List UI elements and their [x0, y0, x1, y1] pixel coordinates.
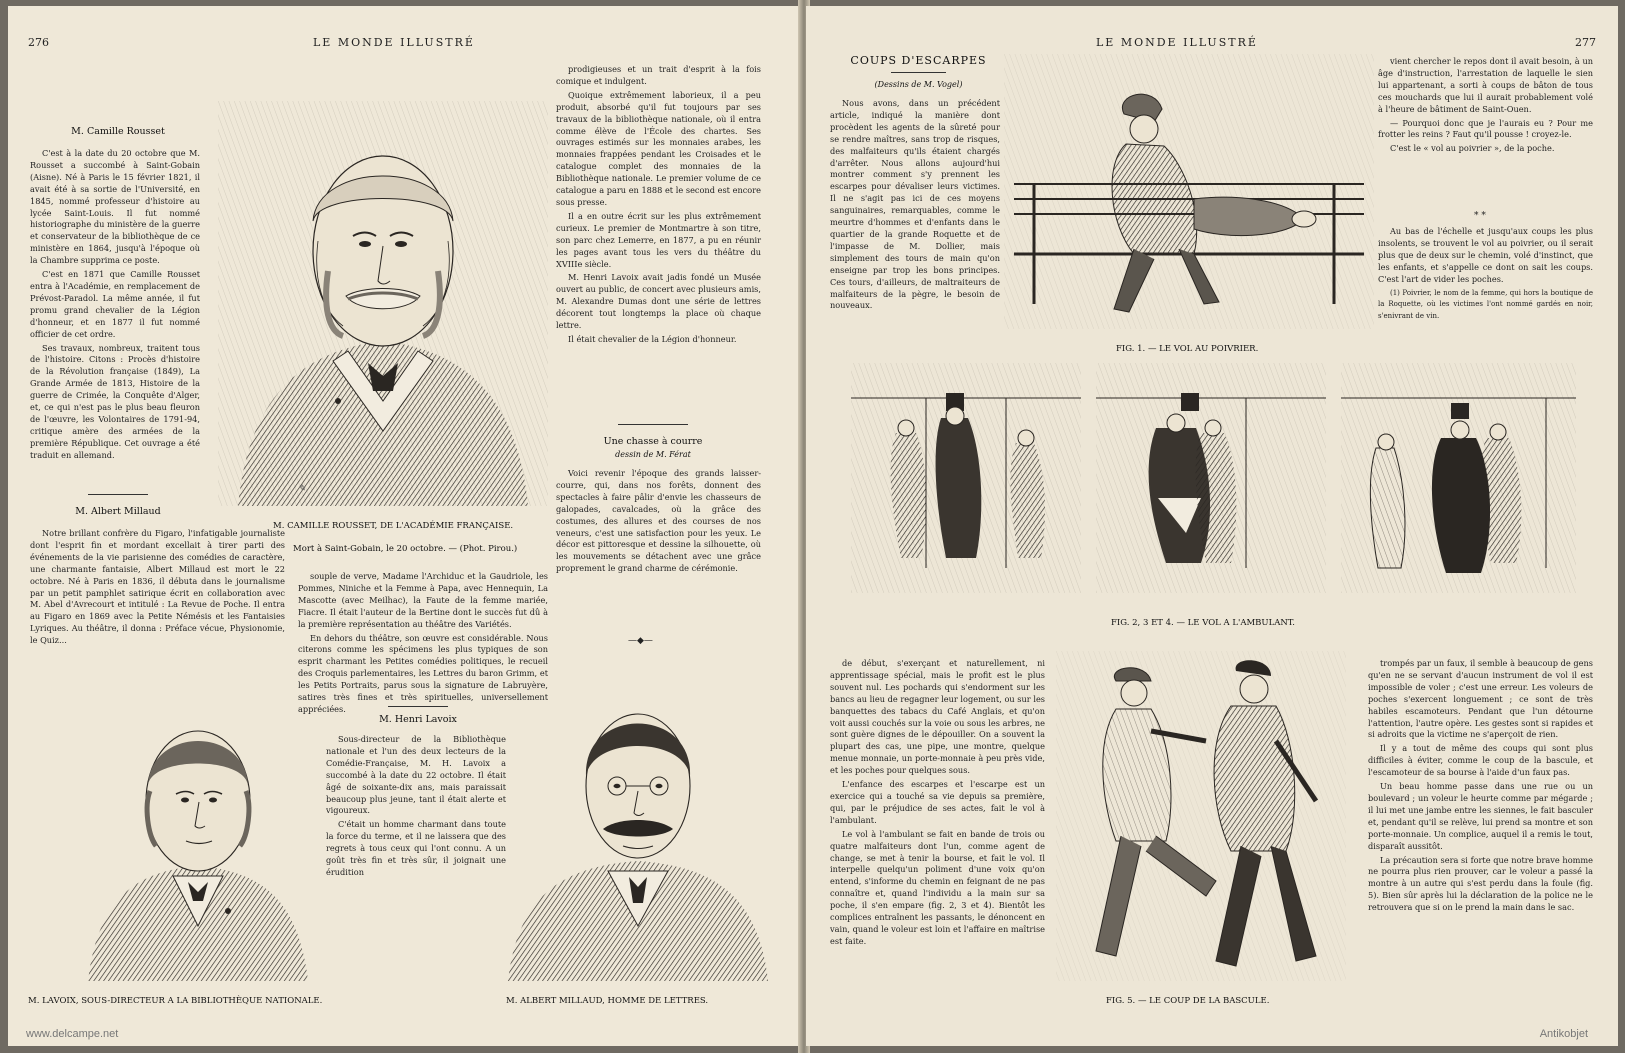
paragraph: Au bas de l'échelle et jusqu'aux coups les plus insolents, se trouvent le vol au poivrier, ou il serait plus que de deux sur le chemin, volé d'instinct, que les enfants, et s'appelle ce dont on sait les coups. C'est l'art de vider les poches. [1378, 226, 1593, 284]
paragraph: L'enfance des escarpes et l'escarpe est un exercice qui a touché sa vie depuis sa première, qui, par le préjudice de ses actes, fait le vol à l'ambulant. [830, 779, 1045, 825]
paragraph: Ses travaux, nombreux, traitent tous de l'histoire. Citons : Procès d'histoire de la Révolution française (1849), La Grande Armée de 1813, Histoire de la guerre de Crimée, la Conquête d'Alger, et, ce qui n'est pas le plus beau fleuron de l'œuvre, les Volontaires de 1791-94, critique amère des armées de la première République. Cet ouvrage a été traduit en allemand. [30, 342, 200, 460]
paragraph: Sous-directeur de la Bibliothèque nationale et l'un des deux lecteurs de la Comédie-Française, M. H. Lavoix a succombé à la date du 22 octobre. Il était âgé de soixante-dix ans, mais paraissait beaucoup plus jeune, tant il était alerte et vigoureux. [326, 734, 506, 816]
text-column-right-mid [1378, 226, 1593, 356]
text-column-intro [830, 98, 1000, 398]
running-head-right: LE MONDE ILLUSTRÉ [1096, 36, 1258, 49]
text-column-middle [556, 64, 761, 419]
ornament: —◆— [628, 636, 653, 646]
stars-ornament: * * [1474, 211, 1486, 221]
caption-rousset: M. CAMILLE ROUSSET, DE L'ACADÉMIE FRANÇAISE. [273, 521, 514, 531]
article-title: COUPS D'ESCARPES [850, 54, 987, 67]
watermark-right: Antikobjet [1539, 1028, 1588, 1040]
paragraph: trompés par un faux, il semble à beaucoup de gens qu'en ne se servant d'aucun instrument de vol il est impossible de voler ; c'est une erreur. Les voleurs de poches s'exercent longuement ; ce sont de très habiles escamoteurs. Pendant que l'un détourne l'attention, l'autre opère. Les gestes sont si rapides et si adroits que la victime ne s'aperçoit de rien. [1368, 658, 1593, 740]
section-rule [388, 706, 448, 707]
illustration-fig1 [1004, 54, 1374, 329]
running-head-left: LE MONDE ILLUSTRÉ [313, 36, 475, 49]
paragraph: La précaution sera si forte que notre brave homme ne pourra plus rien prouver, car le voleur a passé la montre à un autre qui s'est perdu dans la foule (fig. 5). Bien sûr après lui la déclaration de la police ne le retrouvera que si on le prend la main dans le sac. [1368, 854, 1593, 913]
left-page [8, 6, 803, 1046]
paragraph: vient chercher le repos dont il avait besoin, à un âge d'instruction, l'arrestation de laquelle le sien lui appartenant, a sorti à coups de bâton de tous ces mouchards que lui il aurait probablement volé à l'heure de bâtiment de Saint-Ouen. [1378, 56, 1593, 114]
portrait-millaud [503, 681, 773, 981]
heading-millaud: M. Albert Millaud [75, 506, 161, 517]
subheading-chasse: dessin de M. Férat [615, 450, 691, 459]
paragraph: (1) Poivrier, le nom de la femme, qui hors la boutique de la Roquette, où les victimes l'ont nommé gardés en noir, s'enivrant de vin. [1378, 288, 1593, 321]
paragraph: Il y a tout de même des coups qui sont plus difficiles à éviter, comme le coup de la bascule, et l'escamoteur de sa bourse à l'aide d'un faux pas. [1368, 743, 1593, 778]
panel-fig2 [851, 363, 1081, 593]
text-column-bottom-left [830, 658, 1045, 988]
right-page [806, 6, 1618, 1046]
watermark-left: www.delcampe.net [26, 1028, 119, 1040]
caption-rousset-detail: Mort à Saint-Gobain, le 20 octobre. — (Phot. Pirou.) [293, 544, 518, 554]
text-column-chasse [556, 468, 761, 633]
paragraph: Un beau homme passe dans une rue ou un boulevard ; un voleur le heurte comme par mégarde ; il lui met une jambe entre les siennes, le fait basculer et, pendant qu'il se relève, lui prend sa montre et son porte-monnaie. Un complice, auquel il a remis le tout, disparaît aussitôt. [1368, 781, 1593, 851]
panel-fig4 [1341, 363, 1576, 593]
caption-fig1: FIG. 1. — LE VOL AU POIVRIER. [1116, 344, 1259, 354]
text-column-lavoix [326, 734, 506, 979]
paragraph: Nous avons, dans un précédent article, indiqué la manière dont procèdent les agents de la sûreté pour se rendre maîtres, sans trop de risques, des malfaiteurs qu'ils étaient chargés d'arrêter. Nous allons aujourd'hui montrer comment s'y prennent les escarpes pour dévaliser leurs victimes. Il ne s'agit pas ici de ces moyens sanguinaires, remarquables, comme le meurtre d'hommes et d'enfants dans le quartier de la grande Roquette et de l'impasse de M. Dollier, mais simplement des tours de main qu'on enseigne par trop les bons principes. Ces tours, d'ailleurs, de maltraiteurs de malfaiteurs de la pègre, le besoin de nouveaux. [830, 98, 1000, 311]
portrait-rousset [218, 101, 548, 506]
caption-fig234: FIG. 2, 3 ET 4. — LE VOL A L'AMBULANT. [1111, 618, 1295, 628]
portrait-lavoix [78, 696, 318, 981]
article-subtitle: (Dessins de M. Vogel) [874, 80, 963, 89]
paragraph: prodigieuses et un trait d'esprit à la fois comique et indulgent. [556, 64, 761, 86]
paragraph: C'était un homme charmant dans toute la force du terme, et il ne laissera que des regrets à tous ceux qui l'ont connu. A un goût très fin et très sûr, il joignait une érudition [326, 819, 506, 877]
heading-lavoix: M. Henri Lavoix [379, 714, 457, 725]
paragraph: souple de verve, Madame l'Archiduc et la Gaudriole, les Pommes, Niniche et la Femme à Papa, avec Hennequin, La Mascotte (avec Meilhac), la Faute de la femme mariée, Fiacre. Il était l'auteur de la Bertine dont le succès fut dû à la première représentation au théâtre des Variétés. [298, 571, 548, 629]
paragraph: C'est en 1871 que Camille Rousset entra à l'Académie, en remplacement de Prévost-Paradol. La même année, il fut promu grand chevalier de la Légion d'honneur, et en 1877 il fut nommé officier de cet ordre. [30, 269, 200, 339]
illustration-fig234 [846, 358, 1581, 608]
svg-text:✎: ✎ [298, 484, 306, 494]
text-column-bottom-right [1368, 658, 1593, 988]
text-column-rousset [30, 148, 200, 488]
paragraph: — Pourquoi donc que je l'aurais eu ? Pour me frotter les reins ? Faut qu'il pousse ! croyez-le. [1378, 117, 1593, 140]
caption-fig5: FIG. 5. — LE COUP DE LA BASCULE. [1106, 996, 1270, 1006]
paragraph: Il était chevalier de la Légion d'honneur. [568, 333, 737, 344]
paragraph: Quoique extrêmement laborieux, il a peu produit, absorbé qu'il fut toujours par ses travaux de la bibliothèque nationale, où il entra comme élève de l'École des chartes. Ses ouvrages estimés sur les monnaies arabes, les monnaies frappées pendant les Croisades et le catalogue complet des monnaies de la Bibliothèque nationale. Le premier volume de ce catalogue a paru en 1888 et le second est encore sous presse. [556, 89, 761, 207]
illustration-fig5 [1056, 651, 1346, 981]
text-column-millaud [30, 528, 285, 696]
section-rule [88, 494, 148, 495]
paragraph: M. Henri Lavoix avait jadis fondé un Musée ouvert au public, de concert avec plusieurs amis, M. Alexandre Dumas dont une série de lettres décorent tout longtemps la place où chaque lettre. [556, 272, 761, 331]
section-rule [891, 72, 946, 73]
section-rule [618, 424, 688, 425]
paragraph: Voici revenir l'époque des grands laisser-courre, qui, dans nos forêts, donnent des spectacles à faire pâlir d'envie les chasseurs de galopades, cavalcades, où la grâce des costumes, des allures et des courses de nos veneurs, c'est une satisfaction pour les yeux. Le décor est pittoresque et dessine la silhouette, où les mouvements se détachent avec une grâce proprement le grand charme de cérémonie. [556, 468, 761, 574]
paragraph: C'est le « vol au poivrier », de la poche. [1390, 143, 1555, 154]
page-number-left: 276 [28, 36, 49, 49]
paragraph: de début, s'exerçant et naturellement, ni apprentissage spécial, mais le profit est le plus souvent nul. Les pochards qui s'endorment sur les bancs au lieu de regagner leur logement, ou sur les banquettes des tabacs du Café Anglais, et qu'on voit aussi couchés sur la voie ou sous les arbres, ne sont guère dignes de le dépouiller. On a souvent la plupart des cas, une pipe, une montre, quelque menue monnaie, un porte-monnaie à peu près vide, et les poches pour quelques sous. [830, 658, 1045, 776]
paragraph: En dehors du théâtre, son œuvre est considérable. Nous citerons comme les spécimens les plus typiques de son esprit charmant les Petites comédies politiques, le recueil des Croquis parlementaires, les Lettres du baron Grimm, et les Petits Portraits, parus sous la signature de Labruyère, satires très fines et très spirituelles, universellement appréciées. [298, 632, 548, 714]
heading-chasse: Une chasse à courre [603, 436, 703, 447]
caption-lavoix: M. LAVOIX, SOUS-DIRECTEUR A LA BIBLIOTHÈQUE NATIONALE. [28, 996, 323, 1006]
panel-fig3 [1096, 363, 1326, 593]
heading-rousset: M. Camille Rousset [71, 126, 165, 137]
paragraph: Le vol à l'ambulant se fait en bande de trois ou quatre malfaiteurs dont l'un, comme agent de change, se met à tenir la bourse, et fait le vol. Il interpelle quelqu'un poliment d'une voix qu'on entend, s'informe du chemin en feignant de ne pas connaître et, quand l'individu a la main sur sa poche, il s'en empare (fig. 2, 3 et 4). Bientôt les complices entraînent les passants, le dénoncent en vain, quand le voleur est loin et l'affaire en maîtrise est faite. [830, 828, 1045, 946]
text-column-right-top [1378, 56, 1593, 206]
caption-millaud: M. ALBERT MILLAUD, HOMME DE LETTRES. [506, 996, 709, 1006]
paragraph: Il a en outre écrit sur les plus extrêmement curieux. Le premier de Montmartre à son titre, son parc chez Lemerre, en 1877, a pu en réunir les pages avant tous les vers du théâtre du XVIIIe siècle. [556, 210, 761, 269]
paragraph: C'est à la date du 20 octobre que M. Rousset a succombé à Saint-Gobain (Aisne). Né à Paris le 15 février 1821, il avait été à sa sortie de l'Université, en 1845, nommé professeur d'histoire au lycée Saint-Louis. Il fut nommé historiographe du ministère de la guerre et conservateur de la bibliothèque de ce ministère en 1864, jusqu'à l'époque où la Chambre supprima ce poste. [30, 148, 200, 266]
page-number-right: 277 [1575, 36, 1596, 49]
paragraph: Notre brillant confrère du Figaro, l'infatigable journaliste dont l'esprit fin et mordant excellait à tirer parti des événements de la vie parisienne des comédies de caractère, une charmante fantaisie, Albert Millaud est mort le 22 octobre. Né à Paris en 1836, il débuta dans le journalisme par un petit pamphlet satirique écrit en collaboration avec M. Abel d'Avrecourt et intitulé : La Revue de Poche. Il entra au Figaro en 1869 avec la Petite Némésis et les Fantaisies Lyriques. Au théâtre, il donna : Préface vécue, Physionomie, le Quiz... [30, 528, 285, 646]
